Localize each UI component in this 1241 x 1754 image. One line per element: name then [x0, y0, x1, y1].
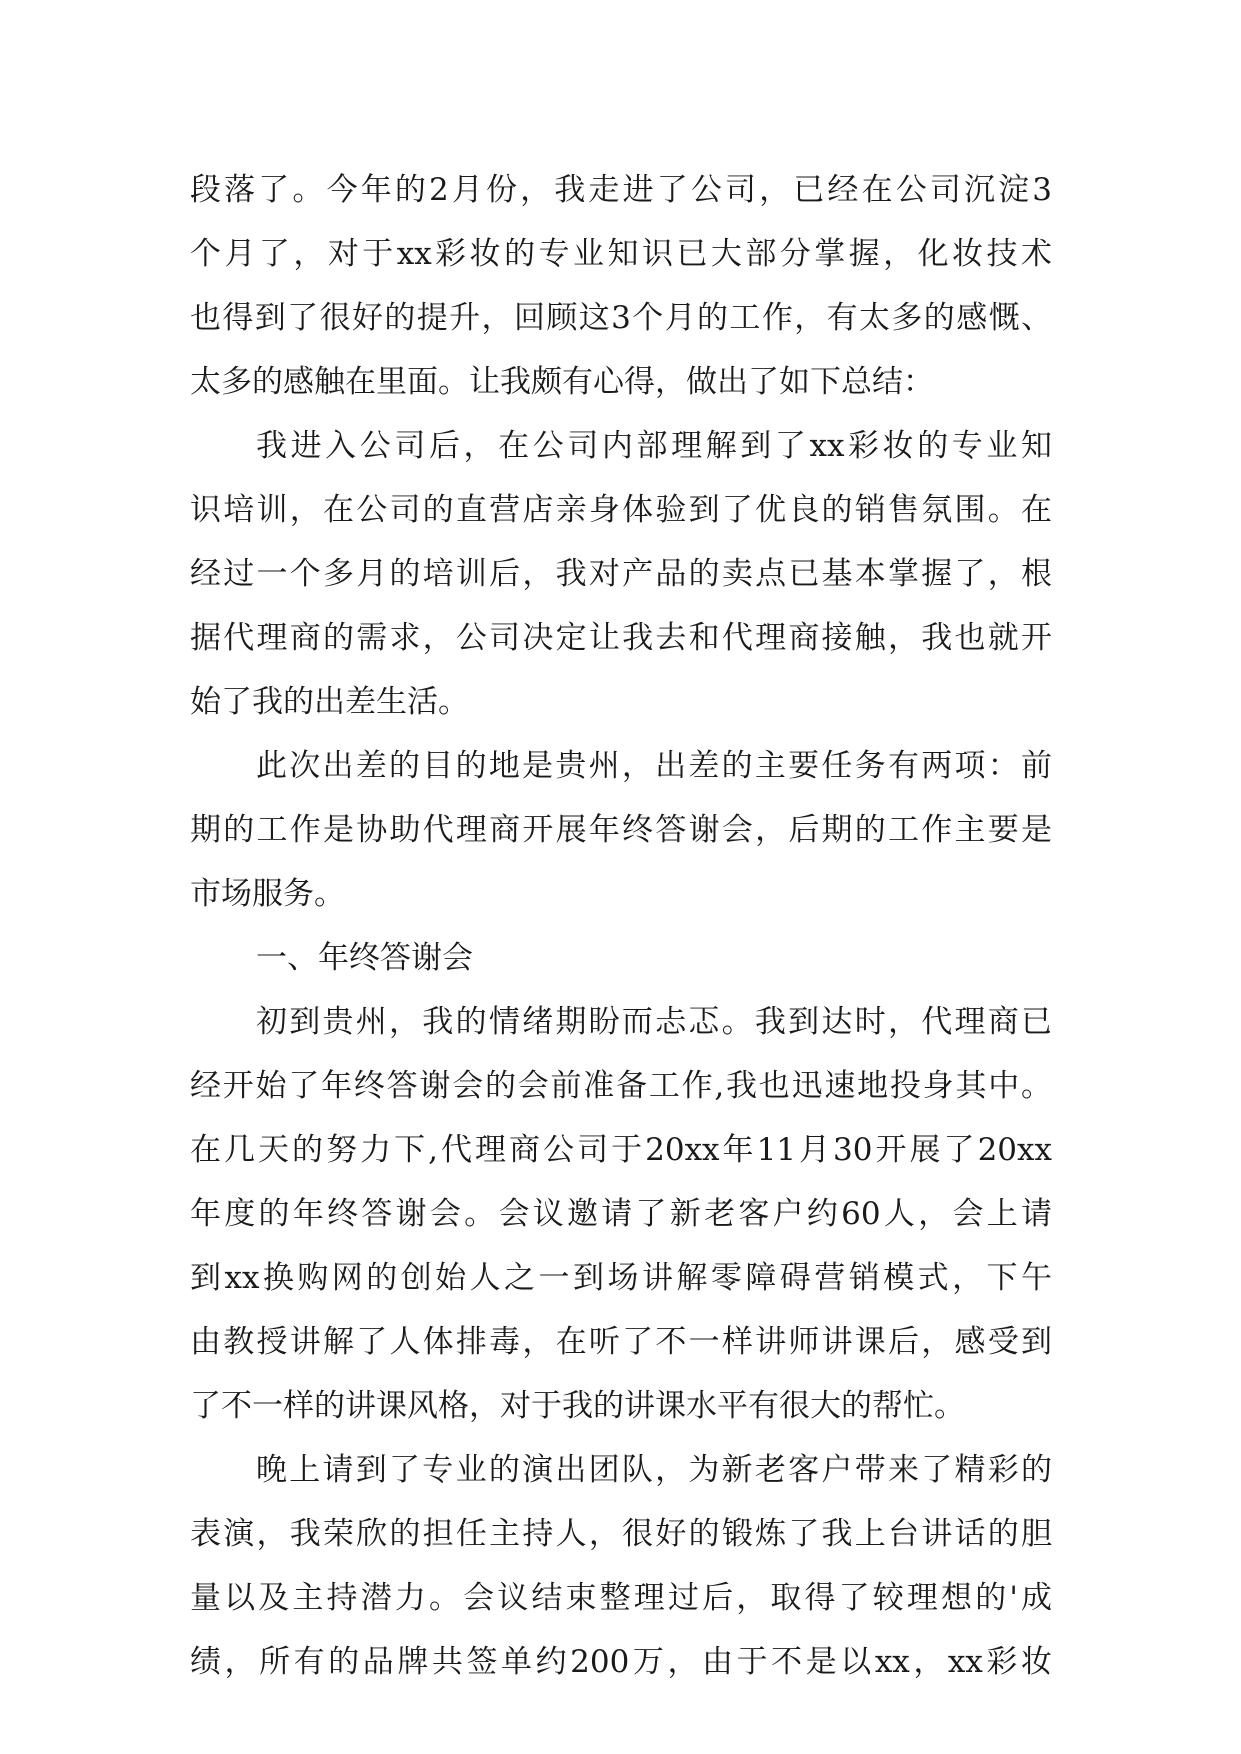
text-line: 个月了，对于xx彩妆的专业知识已大部分掌握，化妆技术 — [190, 236, 1052, 272]
text-line: 经过一个多月的培训后，我对产品的卖点已基本掌握了，根 — [190, 556, 1052, 592]
text-line: 市场服务。 — [190, 876, 345, 912]
paragraph-first-line: 晚上请到了专业的演出团队，为新老客户带来了精彩的 — [256, 1452, 1052, 1488]
text-line: 据代理商的需求，公司决定让我去和代理商接触，我也就开 — [190, 620, 1052, 656]
paragraph-first-line: 初到贵州，我的情绪期盼而忐忑。我到达时，代理商已 — [256, 1004, 1052, 1040]
paragraph-first-line: 我进入公司后，在公司内部理解到了xx彩妆的专业知 — [256, 428, 1052, 464]
text-line: 段落了。今年的2月份，我走进了公司，已经在公司沉淀3 — [190, 172, 1052, 208]
text-line: 表演，我荣欣的担任主持人，很好的锻炼了我上台讲话的胆 — [190, 1516, 1052, 1552]
text-line: 年度的年终答谢会。会议邀请了新老客户约60人，会上请 — [190, 1196, 1052, 1232]
text-line: 也得到了很好的提升，回顾这3个月的工作，有太多的感慨、 — [190, 300, 1052, 336]
text-line: 太多的感触在里面。让我颇有心得，做出了如下总结： — [190, 364, 934, 400]
paragraph-first-line: 此次出差的目的地是贵州，出差的主要任务有两项：前 — [256, 748, 1052, 784]
text-line: 识培训，在公司的直营店亲身体验到了优良的销售氛围。在 — [190, 492, 1052, 528]
text-line: 绩，所有的品牌共签单约200万，由于不是以xx，xx彩妆 — [190, 1644, 1052, 1680]
text-line: 到xx换购网的创始人之一到场讲解零障碍营销模式，下午 — [190, 1260, 1052, 1296]
text-line: 期的工作是协助代理商开展年终答谢会，后期的工作主要是 — [190, 812, 1052, 848]
text-line: 始了我的出差生活。 — [190, 684, 469, 720]
text-line: 了不一样的讲课风格，对于我的讲课水平有很大的帮忙。 — [190, 1388, 965, 1424]
section-heading: 一、年终答谢会 — [256, 940, 473, 976]
text-line: 在几天的努力下,代理商公司于20xx年11月30开展了20xx — [190, 1132, 1052, 1168]
text-line: 经开始了年终答谢会的会前准备工作,我也迅速地投身其中。 — [190, 1068, 1052, 1104]
document-page — [190, 158, 1052, 1694]
text-line: 量以及主持潜力。会议结束整理过后，取得了较理想的'成 — [190, 1580, 1052, 1616]
text-line: 由教授讲解了人体排毒，在听了不一样讲师讲课后，感受到 — [190, 1324, 1052, 1360]
